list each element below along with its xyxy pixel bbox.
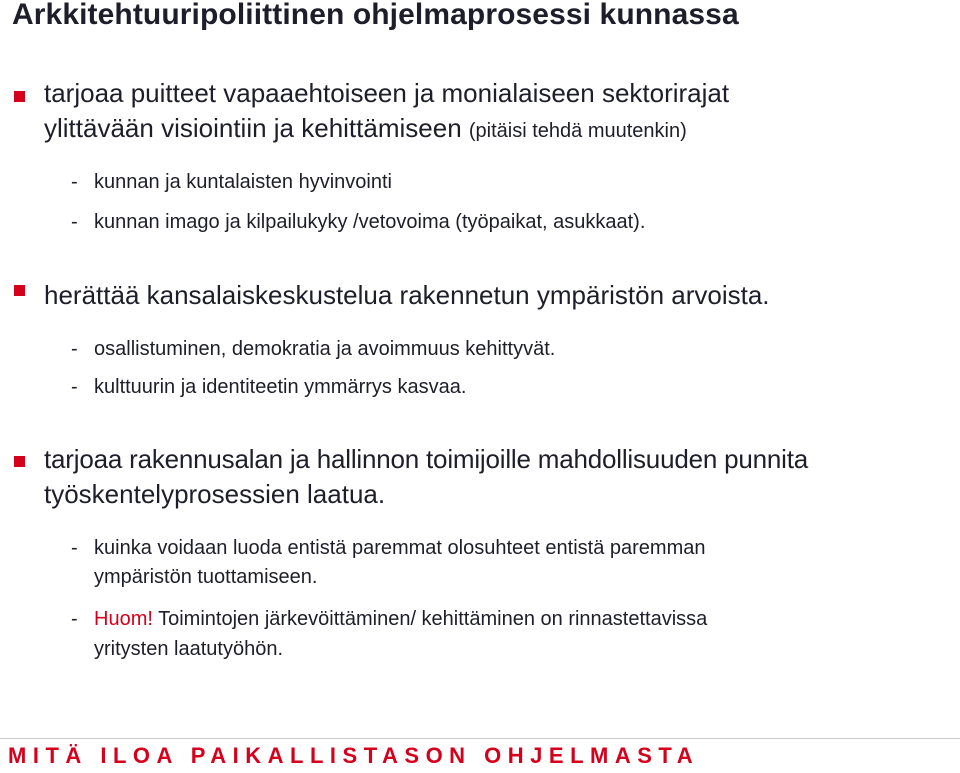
sub-dash: - <box>71 376 78 398</box>
section-3-sub-1: kuinka voidaan luoda entistä paremmat olosuhteet entistä paremman <box>94 537 706 559</box>
section-1-line-2-text: ylittävään visiointiin ja kehittämiseen <box>44 113 462 143</box>
footer-banner: MITÄ ILOA PAIKALLISTASON OHJELMASTA <box>8 743 700 768</box>
section-2-sub-1: osallistuminen, demokratia ja avoimmuus kehittyvät. <box>94 338 556 360</box>
sub-dash: - <box>71 171 78 193</box>
sub-dash: - <box>71 211 78 233</box>
footer-divider <box>0 738 960 739</box>
sub-dash: - <box>71 608 78 630</box>
section-3-sub-2-cont: yritysten laatutyöhön. <box>94 638 283 660</box>
section-2-sub-2: kulttuurin ja identiteetin ymmärrys kasvaa. <box>94 376 467 398</box>
section-3-sub-2-text: Toimintojen järkevöittäminen/ kehittäminen on rinnastettavissa <box>152 608 708 630</box>
red-square-bullet-icon <box>14 91 25 102</box>
section-2-line-1: herättää kansalaiskeskustelua rakennetun ympäristön arvoista. <box>44 280 770 310</box>
section-1-sub-2: kunnan imago ja kilpailukyky /vetovoima (työpaikat, asukkaat). <box>94 211 646 233</box>
page-title: Arkkitehtuuripoliittinen ohjelmaprosessi kunnassa <box>12 0 739 31</box>
section-3-sub-2 <box>94 608 707 631</box>
section-1-aside: (pitäisi tehdä muutenkin) <box>468 120 687 142</box>
sub-dash: - <box>71 537 78 559</box>
section-1-line-1: tarjoaa puitteet vapaaehtoiseen ja monialaiseen sektorirajat <box>44 78 730 108</box>
section-1-sub-1: kunnan ja kuntalaisten hyvinvointi <box>94 171 392 193</box>
section-3-line-2: työskentelyprosessien laatua. <box>44 479 386 509</box>
section-3-line-1: tarjoaa rakennusalan ja hallinnon toimijoille mahdollisuuden punnita <box>44 444 809 474</box>
red-square-bullet-icon <box>14 456 25 467</box>
red-square-bullet-icon <box>14 285 25 296</box>
section-3-sub-1-cont: ympäristön tuottamiseen. <box>94 566 318 588</box>
sub-dash: - <box>71 338 78 360</box>
section-1-line-2 <box>44 113 687 144</box>
huom-highlight: Huom! <box>94 608 153 630</box>
